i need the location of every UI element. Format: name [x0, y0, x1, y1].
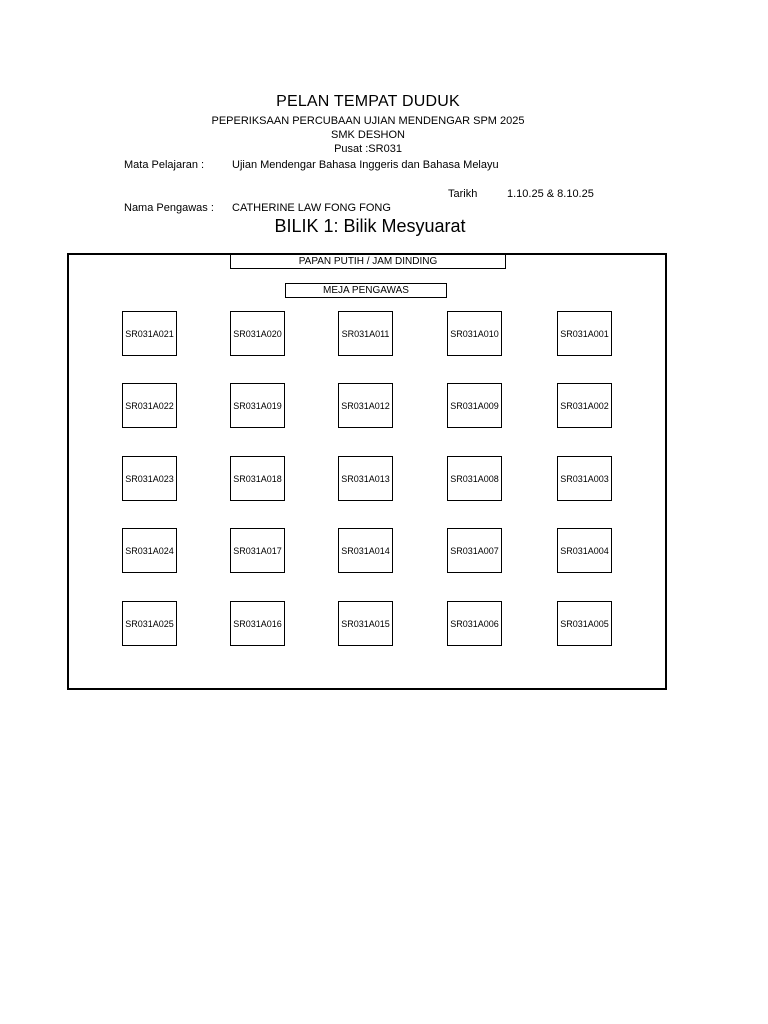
page-title: PELAN TEMPAT DUDUK	[276, 93, 460, 110]
seat-SR031A015: SR031A015	[338, 601, 393, 646]
center-code: Pusat :SR031	[334, 143, 402, 155]
subject-value: Ujian Mendengar Bahasa Inggeris dan Bahasa Melayu	[232, 159, 499, 171]
seat-SR031A019: SR031A019	[230, 383, 285, 428]
seat-SR031A017: SR031A017	[230, 528, 285, 573]
seat-SR031A024: SR031A024	[122, 528, 177, 573]
school-name: SMK DESHON	[331, 129, 405, 141]
seat-SR031A023: SR031A023	[122, 456, 177, 501]
seat-SR031A002: SR031A002	[557, 383, 612, 428]
subject-label: Mata Pelajaran :	[124, 159, 205, 171]
seat-SR031A006: SR031A006	[447, 601, 502, 646]
whiteboard-label: PAPAN PUTIH / JAM DINDING	[230, 254, 506, 269]
seat-SR031A010: SR031A010	[447, 311, 502, 356]
invigilator-desk: MEJA PENGAWAS	[285, 283, 447, 298]
seat-SR031A021: SR031A021	[122, 311, 177, 356]
seat-SR031A014: SR031A014	[338, 528, 393, 573]
seat-SR031A009: SR031A009	[447, 383, 502, 428]
seat-SR031A020: SR031A020	[230, 311, 285, 356]
seat-SR031A011: SR031A011	[338, 311, 393, 356]
seat-SR031A008: SR031A008	[447, 456, 502, 501]
seat-SR031A007: SR031A007	[447, 528, 502, 573]
seat-SR031A022: SR031A022	[122, 383, 177, 428]
exam-name: PEPERIKSAAN PERCUBAAN UJIAN MENDENGAR SPM 2025	[211, 115, 525, 127]
date-value: 1.10.25 & 8.10.25	[507, 188, 594, 200]
seat-SR031A012: SR031A012	[338, 383, 393, 428]
seat-SR031A005: SR031A005	[557, 601, 612, 646]
seat-SR031A013: SR031A013	[338, 456, 393, 501]
invigilator-value: CATHERINE LAW FONG FONG	[232, 202, 391, 214]
seat-SR031A016: SR031A016	[230, 601, 285, 646]
seat-SR031A004: SR031A004	[557, 528, 612, 573]
date-label: Tarikh	[448, 188, 478, 200]
seat-SR031A003: SR031A003	[557, 456, 612, 501]
invigilator-label: Nama Pengawas :	[124, 202, 214, 214]
seat-SR031A018: SR031A018	[230, 456, 285, 501]
seat-SR031A025: SR031A025	[122, 601, 177, 646]
seat-SR031A001: SR031A001	[557, 311, 612, 356]
room-name: BILIK 1: Bilik Mesyuarat	[274, 216, 466, 236]
